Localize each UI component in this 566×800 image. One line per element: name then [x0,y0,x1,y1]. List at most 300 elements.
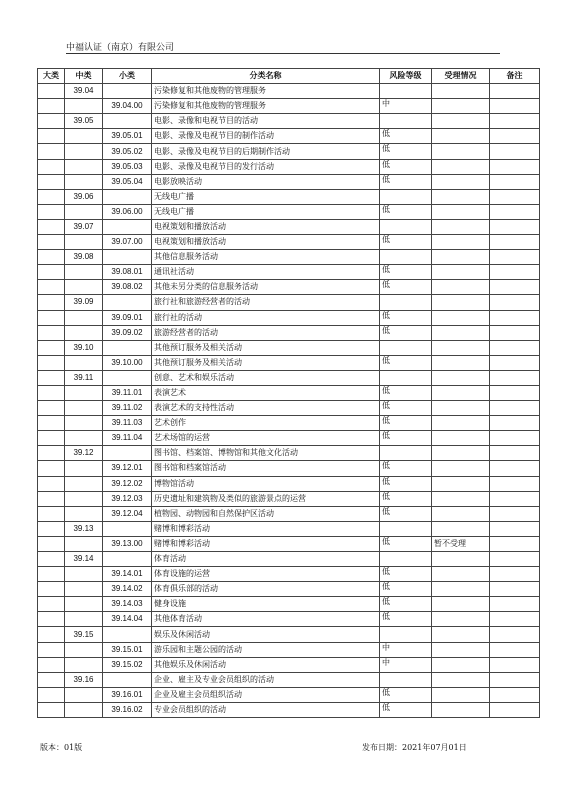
cell-risk: 低 [380,567,432,582]
cell-note [490,567,540,582]
cell-risk: 低 [380,310,432,325]
cell-major [38,265,65,280]
cell-note [490,446,540,461]
cell-minor: 39.05.04 [103,174,152,189]
table-row [38,84,540,99]
company-name: 中福认证（南京）有限公司 [66,43,175,53]
cell-risk [380,340,432,355]
cell-risk: 低 [380,144,432,159]
cell-acceptance [432,325,490,340]
cell-major [38,446,65,461]
cell-mid [65,159,103,174]
cell-acceptance [432,627,490,642]
col-header-name: 分类名称 [152,69,380,84]
cell-risk: 中 [380,642,432,657]
cell-note [490,355,540,370]
cell-risk [380,250,432,265]
cell-name: 植物园、动物园和自然保护区活动 [152,506,380,521]
cell-acceptance [432,144,490,159]
cell-note [490,612,540,627]
cell-mid [65,325,103,340]
table-row [38,129,540,144]
cell-note [490,521,540,536]
cell-major [38,702,65,717]
table-row [38,99,540,114]
cell-acceptance [432,114,490,129]
cell-name: 电影、录像及电视节目的制作活动 [152,129,380,144]
cell-minor: 39.15.02 [103,657,152,672]
cell-major [38,642,65,657]
table-row [38,627,540,642]
col-header-minor: 小类 [103,69,152,84]
cell-name: 旅行社的活动 [152,310,380,325]
table-row [38,189,540,204]
cell-note [490,657,540,672]
cell-mid [65,355,103,370]
cell-major [38,672,65,687]
cell-acceptance [432,385,490,400]
cell-note [490,627,540,642]
cell-mid: 39.16 [65,672,103,687]
cell-minor [103,672,152,687]
cell-mid: 39.10 [65,340,103,355]
cell-minor: 39.05.02 [103,144,152,159]
cell-name: 体育活动 [152,552,380,567]
cell-risk: 低 [380,582,432,597]
cell-minor: 39.09.02 [103,325,152,340]
cell-major [38,355,65,370]
cell-name: 无线电广播 [152,204,380,219]
cell-mid [65,612,103,627]
cell-minor: 39.14.04 [103,612,152,627]
table-header-row [38,69,540,84]
cell-mid [65,204,103,219]
cell-note [490,416,540,431]
cell-acceptance [432,552,490,567]
cell-minor [103,84,152,99]
cell-major [38,159,65,174]
cell-mid [65,491,103,506]
cell-major [38,370,65,385]
table-row [38,219,540,234]
cell-mid [65,461,103,476]
cell-name: 体育设施的运营 [152,567,380,582]
cell-name: 其他体育活动 [152,612,380,627]
cell-risk [380,370,432,385]
cell-mid: 39.07 [65,219,103,234]
table-row [38,370,540,385]
cell-risk [380,552,432,567]
cell-mid [65,129,103,144]
table-row [38,401,540,416]
cell-mid [65,310,103,325]
cell-major [38,521,65,536]
col-header-note: 备注 [490,69,540,84]
cell-mid: 39.15 [65,627,103,642]
cell-major [38,219,65,234]
cell-minor: 39.11.04 [103,431,152,446]
cell-mid: 39.13 [65,521,103,536]
table-row [38,431,540,446]
cell-note [490,687,540,702]
cell-note [490,370,540,385]
table-row [38,416,540,431]
cell-name: 博物馆活动 [152,476,380,491]
table-row [38,340,540,355]
cell-risk: 低 [380,401,432,416]
table-row [38,657,540,672]
cell-minor: 39.11.02 [103,401,152,416]
cell-minor [103,250,152,265]
cell-major [38,114,65,129]
cell-minor: 39.12.01 [103,461,152,476]
cell-mid: 39.14 [65,552,103,567]
cell-acceptance [432,416,490,431]
cell-note [490,702,540,717]
cell-acceptance [432,687,490,702]
cell-minor [103,446,152,461]
cell-minor: 39.06.00 [103,204,152,219]
cell-minor [103,552,152,567]
cell-risk [380,295,432,310]
table-row [38,295,540,310]
cell-acceptance [432,265,490,280]
cell-mid [65,144,103,159]
cell-note [490,385,540,400]
table-row [38,476,540,491]
cell-note [490,189,540,204]
cell-acceptance [432,431,490,446]
cell-mid: 39.12 [65,446,103,461]
cell-note [490,219,540,234]
cell-risk: 低 [380,129,432,144]
table-row [38,310,540,325]
cell-risk: 低 [380,174,432,189]
cell-name: 通讯社活动 [152,265,380,280]
cell-note [490,174,540,189]
cell-risk: 低 [380,702,432,717]
cell-name: 体育俱乐部的活动 [152,582,380,597]
table-row [38,159,540,174]
cell-acceptance [432,476,490,491]
cell-acceptance [432,219,490,234]
cell-major [38,250,65,265]
cell-risk: 低 [380,280,432,295]
cell-risk: 中 [380,657,432,672]
cell-name: 电影、录像及电视节目的后期制作活动 [152,144,380,159]
cell-major [38,84,65,99]
cell-name: 表演艺术 [152,385,380,400]
cell-minor: 39.07.00 [103,235,152,250]
cell-acceptance [432,340,490,355]
cell-name: 图书馆、档案馆、博物馆和其他文化活动 [152,446,380,461]
cell-risk [380,446,432,461]
cell-risk: 低 [380,385,432,400]
cell-risk: 低 [380,506,432,521]
cell-mid [65,99,103,114]
cell-note [490,597,540,612]
table-row [38,265,540,280]
cell-note [490,99,540,114]
cell-acceptance [432,295,490,310]
table-row [38,385,540,400]
cell-major [38,280,65,295]
cell-minor [103,627,152,642]
cell-major [38,536,65,551]
table-row [38,672,540,687]
cell-acceptance [432,250,490,265]
cell-name: 电影、录像和电视节目的活动 [152,114,380,129]
cell-note [490,582,540,597]
cell-name: 艺术场馆的运营 [152,431,380,446]
cell-mid: 39.08 [65,250,103,265]
cell-acceptance [432,657,490,672]
cell-mid [65,476,103,491]
cell-acceptance [432,235,490,250]
cell-major [38,204,65,219]
cell-major [38,627,65,642]
cell-mid [65,416,103,431]
cell-note [490,159,540,174]
cell-mid [65,235,103,250]
cell-acceptance [432,642,490,657]
cell-minor: 39.16.01 [103,687,152,702]
cell-major [38,325,65,340]
cell-mid [65,385,103,400]
cell-mid [65,265,103,280]
cell-mid [65,702,103,717]
cell-major [38,174,65,189]
cell-minor: 39.14.03 [103,597,152,612]
cell-risk: 低 [380,265,432,280]
table-row [38,506,540,521]
cell-acceptance [432,189,490,204]
cell-note [490,536,540,551]
cell-name: 艺术创作 [152,416,380,431]
cell-name: 表演艺术的支持性活动 [152,401,380,416]
table-row [38,355,540,370]
cell-acceptance [432,597,490,612]
cell-minor: 39.14.01 [103,567,152,582]
table-row [38,642,540,657]
cell-acceptance [432,174,490,189]
cell-risk: 低 [380,597,432,612]
cell-mid: 39.09 [65,295,103,310]
cell-name: 其他预订服务及相关活动 [152,355,380,370]
table-row [38,204,540,219]
cell-minor: 39.16.02 [103,702,152,717]
cell-note [490,401,540,416]
cell-mid: 39.04 [65,84,103,99]
cell-minor [103,340,152,355]
cell-major [38,476,65,491]
cell-name: 创意、艺术和娱乐活动 [152,370,380,385]
table-row [38,536,540,551]
cell-risk: 低 [380,325,432,340]
cell-name: 图书馆和档案馆活动 [152,461,380,476]
cell-major [38,657,65,672]
cell-major [38,340,65,355]
cell-mid [65,687,103,702]
table-row [38,144,540,159]
cell-major [38,99,65,114]
table-row [38,235,540,250]
cell-acceptance [432,370,490,385]
cell-acceptance [432,446,490,461]
cell-acceptance [432,491,490,506]
cell-note [490,672,540,687]
cell-acceptance [432,582,490,597]
cell-minor: 39.08.02 [103,280,152,295]
cell-risk: 低 [380,476,432,491]
cell-mid: 39.05 [65,114,103,129]
cell-note [490,506,540,521]
classification-table [37,68,540,718]
cell-acceptance [432,129,490,144]
cell-note [490,642,540,657]
cell-name: 企业及雇主会员组织活动 [152,687,380,702]
cell-minor: 39.04.00 [103,99,152,114]
cell-risk [380,521,432,536]
cell-name: 娱乐及休闲活动 [152,627,380,642]
table-row [38,446,540,461]
cell-major [38,295,65,310]
cell-note [490,84,540,99]
cell-note [490,114,540,129]
cell-minor [103,219,152,234]
cell-minor: 39.14.02 [103,582,152,597]
cell-major [38,491,65,506]
cell-major [38,431,65,446]
cell-risk [380,189,432,204]
cell-minor: 39.12.03 [103,491,152,506]
cell-acceptance [432,461,490,476]
cell-note [490,552,540,567]
cell-major [38,310,65,325]
cell-name: 旅行社和旅游经营者的活动 [152,295,380,310]
cell-risk [380,219,432,234]
cell-major [38,416,65,431]
cell-note [490,340,540,355]
cell-risk: 低 [380,204,432,219]
cell-major [38,552,65,567]
cell-major [38,597,65,612]
cell-risk: 低 [380,461,432,476]
cell-mid [65,536,103,551]
table-row [38,114,540,129]
cell-name: 电视策划和播放活动 [152,219,380,234]
cell-risk: 低 [380,687,432,702]
table-row [38,521,540,536]
cell-minor [103,521,152,536]
cell-name: 其他娱乐及休闲活动 [152,657,380,672]
cell-risk [380,114,432,129]
table-row [38,174,540,189]
cell-mid [65,567,103,582]
cell-risk: 低 [380,612,432,627]
cell-acceptance [432,159,490,174]
cell-mid [65,597,103,612]
table-body [38,84,540,718]
cell-acceptance [432,612,490,627]
cell-acceptance [432,521,490,536]
cell-minor [103,189,152,204]
table-row [38,567,540,582]
cell-acceptance [432,506,490,521]
cell-mid [65,582,103,597]
table-row [38,250,540,265]
cell-note [490,310,540,325]
cell-minor [103,114,152,129]
cell-minor: 39.15.01 [103,642,152,657]
cell-note [490,491,540,506]
cell-minor: 39.11.03 [103,416,152,431]
cell-mid: 39.11 [65,370,103,385]
cell-risk: 低 [380,416,432,431]
cell-note [490,265,540,280]
cell-note [490,476,540,491]
cell-minor: 39.09.01 [103,310,152,325]
table-row [38,280,540,295]
cell-major [38,461,65,476]
cell-major [38,567,65,582]
cell-major [38,144,65,159]
cell-note [490,280,540,295]
table-row [38,612,540,627]
cell-risk: 低 [380,536,432,551]
cell-acceptance [432,672,490,687]
cell-acceptance [432,401,490,416]
table-row [38,491,540,506]
cell-name: 无线电广播 [152,189,380,204]
cell-major [38,687,65,702]
cell-name: 赌博和博彩活动 [152,536,380,551]
cell-minor [103,295,152,310]
cell-risk: 低 [380,491,432,506]
cell-name: 污染修复和其他废物的管理服务 [152,99,380,114]
cell-acceptance: 暂不受理 [432,536,490,551]
cell-note [490,461,540,476]
table-row [38,552,540,567]
cell-note [490,235,540,250]
cell-name: 企业、雇主及专业会员组织的活动 [152,672,380,687]
cell-mid [65,174,103,189]
cell-major [38,385,65,400]
cell-major [38,506,65,521]
cell-minor: 39.05.03 [103,159,152,174]
cell-minor: 39.10.00 [103,355,152,370]
cell-acceptance [432,280,490,295]
cell-risk [380,84,432,99]
cell-major [38,235,65,250]
table-row [38,582,540,597]
cell-major [38,612,65,627]
cell-mid [65,401,103,416]
cell-name: 其他信息服务活动 [152,250,380,265]
cell-minor: 39.13.00 [103,536,152,551]
cell-name: 电影放映活动 [152,174,380,189]
release-date: 发布日期：2021年07月01日 [362,743,467,752]
cell-mid [65,506,103,521]
cell-acceptance [432,310,490,325]
cell-note [490,144,540,159]
table-row [38,461,540,476]
cell-note [490,325,540,340]
cell-name: 电视策划和播放活动 [152,235,380,250]
cell-acceptance [432,702,490,717]
cell-acceptance [432,567,490,582]
cell-name: 旅游经营者的活动 [152,325,380,340]
